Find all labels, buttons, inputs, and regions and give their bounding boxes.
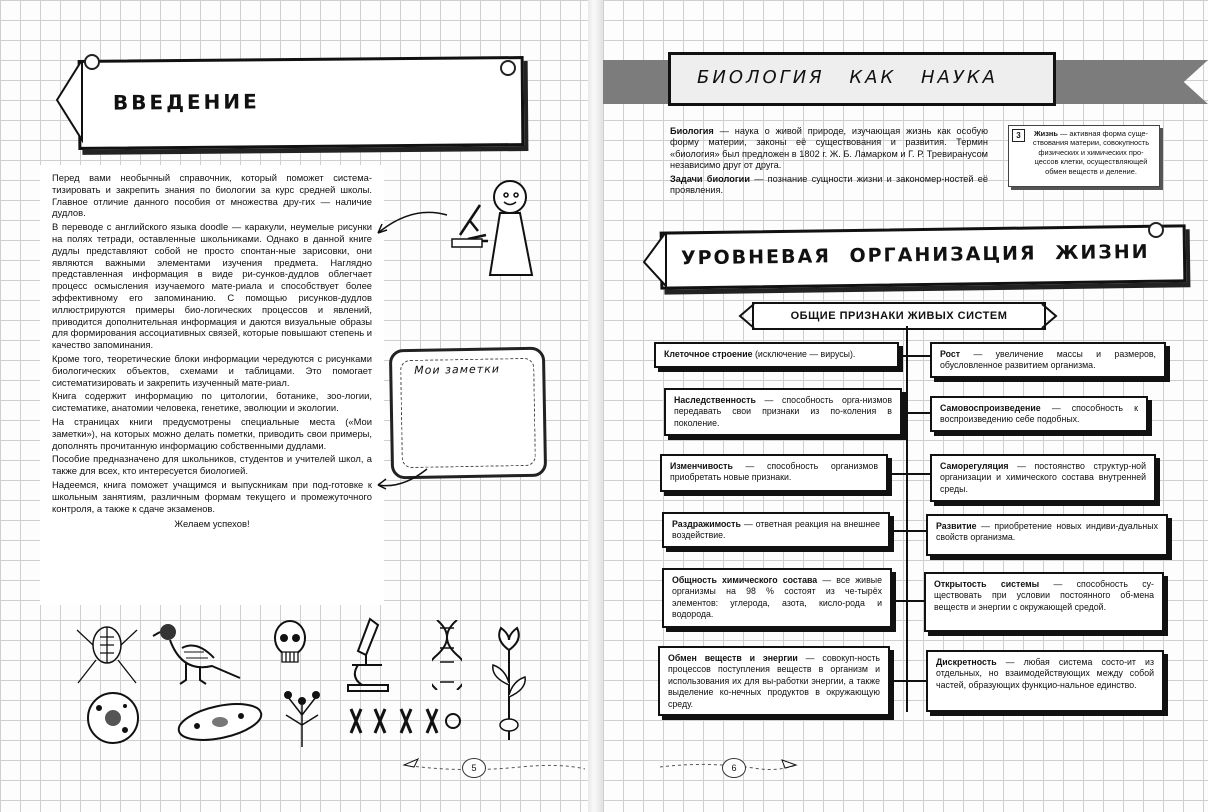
pin-icon bbox=[500, 60, 516, 76]
cell-icon bbox=[85, 690, 141, 746]
trait-box bbox=[664, 388, 902, 436]
pin-icon bbox=[1148, 222, 1164, 238]
subhead-ribbon-ends bbox=[738, 302, 1058, 330]
microscope-icon bbox=[340, 615, 392, 695]
biology-definitions bbox=[670, 126, 988, 198]
levels-banner-title: УРОВНЕВАЯ ОРГАНИЗАЦИЯ ЖИЗНИ bbox=[680, 240, 1150, 270]
intro-text bbox=[52, 172, 372, 532]
trait-term: Рост bbox=[940, 349, 961, 359]
definition-text: — наука о живой природе, изучающая жизнь как особую форму материи, законы её существования и развития. Термин «биология» был предложен в 1802 г. Ж. Б. Ламарком и Г. Р. Тревиранусом независимо друг от друга. bbox=[670, 126, 988, 171]
intro-paragraph: В переводе с английского языка doodle — каракули, неумелые рисунки на полях тетради, оставленные школьниками. Однако в данной книге дудлы представляют собой не просто спонтан-ные зарисовки, они являются важными элементами изучения предмета. Наглядно представленная информация в виде ри-сунков-дудлов облегчает процесс осмысления изучаемого мате-риала и способствует более эффективному его запоминанию. С помощью рисунков-дудлов иллюстрируются примеры био-логических процессов и явлений, приводится дополнительная информация и даются визуальные образы для формирования ассоциативных связей, которые повышают степень и качество запоминания. bbox=[52, 221, 372, 351]
frog-skeleton-icon bbox=[72, 615, 142, 690]
fungus-icon bbox=[278, 685, 326, 747]
trait-term: Развитие bbox=[936, 521, 977, 531]
trait-term: Изменчивость bbox=[670, 461, 733, 471]
trait-box bbox=[660, 454, 888, 492]
definition-biology bbox=[670, 126, 988, 172]
trait-term: Саморегуляция bbox=[940, 461, 1009, 471]
trait-box bbox=[930, 454, 1156, 502]
intro-paragraph: Пособие предназначено для школьников, студентов и учителей школ, а также для всех, кто интересуется биологией. bbox=[52, 453, 372, 477]
closing-text: Желаем успехов! bbox=[174, 518, 250, 530]
trait-box bbox=[926, 650, 1164, 712]
life-definition-box bbox=[1008, 125, 1160, 187]
trait-text: — совокуп-ность процессов поступления веществ в организм и использования их для вы-работки энергии, а также выделение ко-нечных продуктов в окружающую среду. bbox=[668, 653, 880, 709]
aside-number: 3 bbox=[1012, 129, 1025, 142]
trait-term: Дискретность bbox=[936, 657, 997, 667]
page-divider-line bbox=[400, 755, 585, 779]
trait-term: Самовоспроизведение bbox=[940, 403, 1041, 413]
connector-line bbox=[892, 600, 924, 602]
notes-card[interactable] bbox=[389, 347, 547, 480]
pin-icon bbox=[84, 54, 100, 70]
trait-text: — постоянство структур-ной организации и химического состава внутренней среды. bbox=[940, 461, 1146, 494]
plant-icon bbox=[488, 625, 530, 740]
intro-paragraph: Книга содержит информацию по цитологии, ботанике, зоо-логии, систематике, анатомии человека, генетике, эволюции и экологии. bbox=[52, 390, 372, 414]
intro-paragraph: На страницах книги предусмотрены специальные места («Мои заметки»), на которых можно делать пометки, приводить свои примеры, дополнять прочитанную информацию собственными дудлами. bbox=[52, 415, 372, 451]
definition-tasks bbox=[670, 174, 988, 197]
trait-text: — любая система состо-ит из отдельных, но взаимодействующих между собой частей, образующих функцио-нальное единство. bbox=[936, 657, 1154, 690]
book-gutter bbox=[588, 0, 603, 812]
trait-text: — увеличение массы и размеров, обусловленное развитием организма. bbox=[940, 349, 1156, 371]
intro-paragraph: Надеемся, книга поможет учащимся и выпускникам при под-готовке к школьным занятиям, различным формам текущего и промежуточного контроля, а также к сдаче экзаменов. bbox=[52, 478, 372, 514]
trait-term: Общность химического состава bbox=[672, 575, 818, 585]
connector-line bbox=[890, 680, 926, 682]
connector-line bbox=[890, 530, 926, 532]
definition-text: — познание сущности жизни и закономер-ностей её проявления. bbox=[670, 173, 988, 196]
banner-fold-left bbox=[642, 232, 672, 292]
chromosomes-icon bbox=[345, 705, 463, 737]
arrow-icon bbox=[372, 205, 452, 245]
aside-definition: — активная форма суще-ствования материи, совокупность физических и химических про-цессов клетки, осуществляющей обмен веществ и деление. bbox=[1032, 129, 1150, 176]
intro-paragraph: Перед вами необычный справочник, который поможет система-тизировать и закрепить знания по биологии за курс средней школы. Главное отличие данного пособия от множества дру-гих — наличие дудлов. bbox=[52, 172, 372, 219]
trait-text: — способность су-ществовать при условии постоянного об-мена веществ и энергии с окружающей средой. bbox=[934, 579, 1154, 612]
biology-banner bbox=[668, 52, 1056, 106]
trait-box bbox=[926, 514, 1168, 556]
banner-fold-left bbox=[52, 60, 92, 150]
trait-box bbox=[654, 342, 899, 368]
trait-text: — способность орга-низмов передавать свои признаки из по-коления в поколение. bbox=[674, 395, 892, 428]
trait-text: — все живые организмы на 98 % состоят из че-тырёх элементов: углерода, азота, кисло-рода и водорода. bbox=[672, 575, 882, 620]
living-systems-subhead: ОБЩИЕ ПРИЗНАКИ ЖИВЫХ СИСТЕМ bbox=[752, 302, 1046, 330]
trait-term: Клеточное строение bbox=[664, 349, 753, 359]
trait-box bbox=[930, 396, 1148, 432]
trait-text: — способность организмов приобретать новые признаки. bbox=[670, 461, 878, 483]
connector-line bbox=[888, 473, 930, 475]
trait-box bbox=[924, 572, 1164, 632]
trait-text: — ответная реакция на внешнее воздействие. bbox=[672, 519, 880, 541]
paramecium-icon bbox=[175, 700, 265, 744]
biology-banner-title: БИОЛОГИЯ КАК НАУКА bbox=[697, 67, 998, 88]
levels-banner bbox=[660, 224, 1187, 289]
dna-icon bbox=[432, 620, 462, 690]
arrow-icon bbox=[372, 465, 432, 495]
trait-term: Наследственность bbox=[674, 395, 756, 405]
intro-banner bbox=[78, 56, 525, 150]
trait-text: — приобретение новых индиви-дуальных свойств организма. bbox=[936, 521, 1158, 543]
trait-term: Раздражимость bbox=[672, 519, 741, 529]
trait-box bbox=[662, 568, 892, 628]
page-number: 6 bbox=[722, 758, 746, 778]
trait-term: Открытость системы bbox=[934, 579, 1040, 589]
connector-line bbox=[899, 355, 930, 357]
term-biology: Биология bbox=[670, 126, 714, 136]
trait-box bbox=[658, 646, 890, 716]
skull-icon bbox=[272, 620, 308, 668]
scientist-microscope-doodle-icon bbox=[440, 175, 550, 285]
trait-box bbox=[662, 512, 890, 548]
intro-paragraph: Кроме того, теоретические блоки информации чередуются с рисунками биологических объектов, схемами и таблицами. Это помогает систематизировать и закрепить изученный мате-риал. bbox=[52, 352, 372, 388]
intro-banner-title: ВВЕДЕНИЕ bbox=[112, 89, 260, 115]
trait-text: — способность к воспроизведению себе подобных. bbox=[940, 403, 1138, 425]
notes-title: Мои заметки bbox=[414, 362, 501, 377]
trait-text: (исключение — вирусы). bbox=[752, 349, 856, 359]
connector-line bbox=[902, 412, 930, 414]
page-number: 5 bbox=[462, 758, 486, 778]
trait-term: Обмен веществ и энергии bbox=[668, 653, 798, 663]
bird-skeleton-icon bbox=[152, 618, 244, 690]
aside-text bbox=[1027, 129, 1155, 176]
term-tasks: Задачи биологии bbox=[670, 173, 750, 184]
trait-box bbox=[930, 342, 1166, 378]
term-life: Жизнь bbox=[1033, 129, 1058, 138]
diagram-spine bbox=[906, 326, 908, 712]
